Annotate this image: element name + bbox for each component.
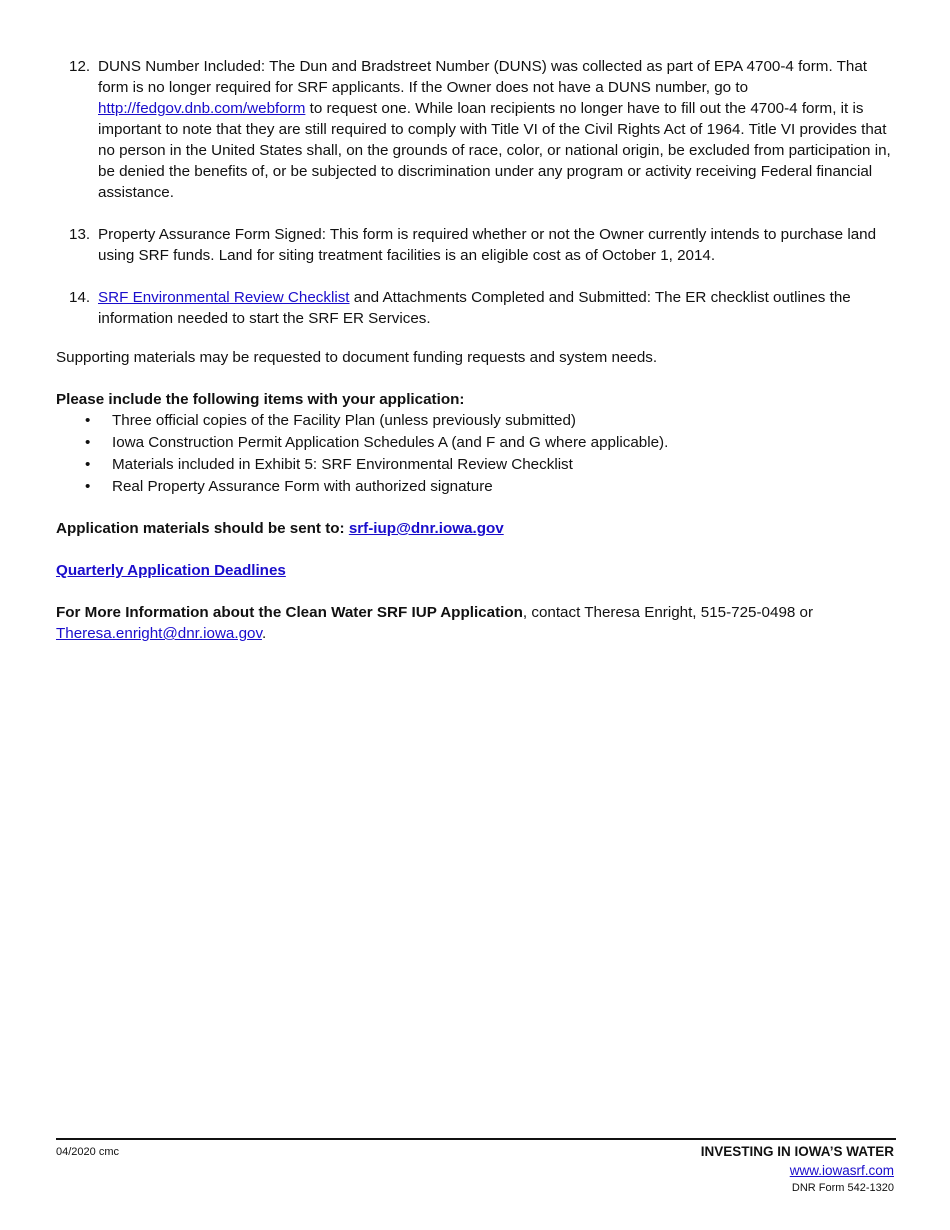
- item-number: 12.: [69, 58, 91, 75]
- quarterly-deadlines-link[interactable]: Quarterly Application Deadlines: [56, 562, 286, 579]
- bullet-icon: •: [85, 456, 91, 473]
- contact-period: .: [261, 625, 267, 642]
- supporting-paragraph: Supporting materials may be requested to document funding requests and system needs.: [56, 349, 658, 366]
- bullet-icon: •: [85, 412, 91, 429]
- bullet-text: Iowa Construction Permit Application Schedules A (and F and G where applicable).: [112, 434, 669, 451]
- contact-email-link[interactable]: Theresa.enright@dnr.iowa.gov: [56, 625, 262, 642]
- more-info-bold: For More Information about the Clean Water SRF IUP Application: [56, 604, 523, 621]
- more-info-paragraph: [56, 602, 896, 644]
- bullet-item: [56, 432, 896, 454]
- footer-website-link[interactable]: www.iowasrf.com: [789, 1163, 894, 1178]
- bullet-text: Materials included in Exhibit 5: SRF Environmental Review Checklist: [112, 456, 573, 473]
- list-item-14: [56, 287, 896, 329]
- send-label: Application materials should be sent to:: [56, 520, 349, 537]
- item-text: Property Assurance Form Signed: This form is required whether or not the Owner currently intends to purchase land using SRF funds. Land for siting treatment facilities is an eligible cost as of October 1, 2014.: [98, 226, 877, 264]
- footer-date: 04/2020 cmc: [56, 1146, 119, 1158]
- er-checklist-link[interactable]: SRF Environmental Review Checklist: [98, 289, 350, 306]
- dnb-webform-link[interactable]: http://fedgov.dnb.com/webform: [98, 100, 306, 117]
- bullet-text: Real Property Assurance Form with authorized signature: [112, 478, 493, 495]
- srf-iup-email-link[interactable]: srf-iup@dnr.iowa.gov: [348, 520, 504, 537]
- footer-brand: INVESTING IN IOWA’S WATER: [700, 1144, 894, 1159]
- bullet-icon: •: [85, 478, 91, 495]
- bullet-text: Three official copies of the Facility Plan (unless previously submitted): [112, 412, 576, 429]
- deadlines-line: [56, 560, 896, 581]
- list-item-12: [56, 56, 896, 203]
- include-bullet-list: [56, 410, 896, 498]
- item-number: 14.: [69, 289, 91, 306]
- footer-form-number: DNR Form 542-1320: [791, 1182, 894, 1194]
- numbered-list: [56, 56, 896, 329]
- list-item-13: [56, 224, 896, 266]
- include-heading: Please include the following items with your application:: [56, 391, 465, 408]
- more-info-text: , contact Theresa Enright, 515-725-0498 or: [522, 604, 814, 621]
- bullet-item: [56, 476, 896, 498]
- bullet-item: [56, 454, 896, 476]
- bullet-icon: •: [85, 434, 91, 451]
- item-text-cont: to request one. While loan recipients no longer have to fill out the 4700-4 form, it is important to note that they are still required to comply with Title VI of the Civil Rights Act of 1964. Title VI provides that no person in the United States shall, on the grounds of race, color, or national origin, be excluded from participation in, be denied the benefits of, or be subjected to discrimination under any program or activity receiving Federal financial assistance.: [98, 100, 891, 201]
- send-to-line: [56, 518, 896, 539]
- footer-right-block: [701, 1143, 894, 1195]
- item-text: DUNS Number Included: The Dun and Bradstreet Number (DUNS) was collected as part of EPA 4700-4 form. That form is no longer required for SRF applicants. If the Owner does not have a DUNS number, go to: [98, 58, 867, 96]
- footer-divider: [56, 1138, 896, 1140]
- item-number: 13.: [69, 226, 91, 243]
- bullet-item: [56, 410, 896, 432]
- item-text: and Attachments Completed and Submitted: The ER checklist outlines the information needed to start the SRF ER Services.: [98, 289, 851, 327]
